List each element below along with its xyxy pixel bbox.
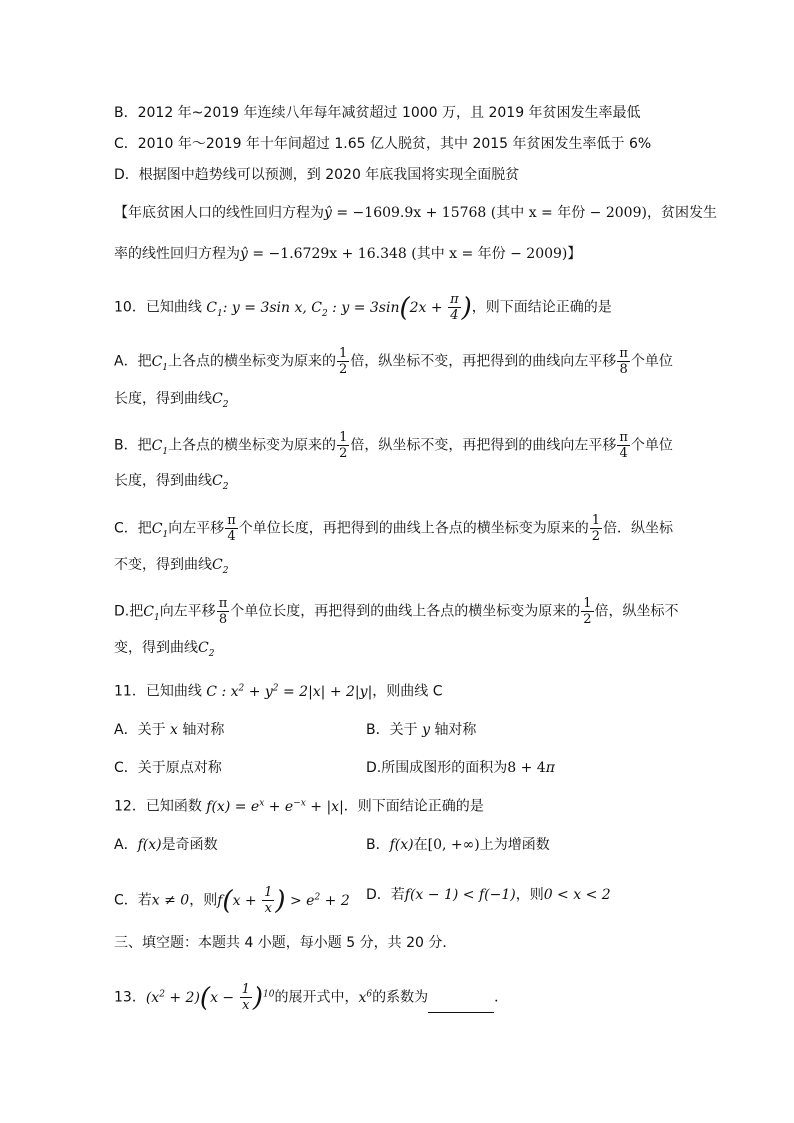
q12-option-b: B．f(x)在[0, +∞)上为增函数 (366, 837, 550, 853)
q13-number: 13． (114, 989, 146, 1006)
c2: $C_2$ (212, 557, 229, 576)
frac-pi-8: $\frac{\pi}{8}$ (218, 596, 228, 627)
opt-text: 是奇函数 (161, 837, 218, 853)
q11-option-b: B．关于 y 轴对称 (366, 722, 477, 738)
q10-option-b-cont (114, 471, 228, 497)
opt-label: A．把 (114, 353, 152, 370)
q12-stem-tail: ．则下面结论正确的是 (343, 798, 484, 815)
opt-text: A．关于 (114, 722, 166, 738)
c2: $C_2$ (212, 391, 229, 410)
q9-note2-text: 率的线性回归方程为 (114, 246, 240, 262)
q13-stem: 13．$(x^2 + 2)(x$ − $\frac{1}{x}$ )$^{10}$的展开式中，$x^6$的系数为 ． (114, 982, 509, 1013)
opt-text: B．关于 (366, 722, 418, 738)
q9-option-c: C．2010 年～2019 年十年间超过 1.65 亿人脱贫，其中 2015 年贫困发生率低于 6% (114, 136, 652, 152)
opt-label: C．若 (114, 892, 152, 909)
q10-stem (114, 292, 612, 323)
q12-option-a: A．f(x)是奇函数 (114, 837, 218, 853)
opt-label: D.把 (114, 603, 144, 620)
opt-text: 倍，纵坐标不变，再把得到的曲线向左平移 (350, 437, 617, 454)
q10-option-c (114, 513, 673, 544)
q10-stem-text: 10．已知曲线 (114, 299, 202, 316)
c1: $C_1$ (151, 437, 169, 457)
q13-expression: $(x^2 + 2)(x$ − $\frac{1}{x}$ )$^{10}$ (145, 982, 275, 1013)
opt-text: 个单位 (630, 437, 673, 454)
q11-option-a: A．关于 x 轴对称 (114, 722, 225, 738)
opt-text: 轴对称 (182, 722, 225, 738)
q10-option-b (114, 430, 673, 461)
c1: $C_1$ (143, 603, 160, 623)
q9-option-d: D．根据图中趋势线可以预测，到 2020 年底我国将实现全面脱贫 (114, 167, 520, 183)
opt-text: 个单位 (630, 353, 673, 370)
frac-1-2: $\frac{1}{2}$ (591, 513, 601, 544)
opt-text: 上各点的横坐标变为原来的 (168, 437, 337, 454)
opt-text: 长度，得到曲线 (114, 473, 212, 489)
opt-label: C．把 (114, 520, 152, 537)
q13-text: 的系数为 (372, 989, 429, 1006)
q11-stem (114, 678, 443, 702)
q9-note-line2 (114, 244, 581, 264)
c1: $C_1$ (151, 520, 169, 540)
c2: $C_2$ (198, 640, 215, 659)
opt-text: 上各点的横坐标变为原来的 (168, 353, 337, 370)
opt-text: 倍，纵坐标不变，再把得到的曲线向左平移 (350, 353, 617, 370)
q9-note2-equation: = −1.6729x + 16.348 (其中 x = 年份 − 2009)】 (252, 246, 582, 262)
q9-note1-equation: = −1609.9x + 15768 (其中 x = 年份 − 2009)，贫困发生 (336, 205, 717, 221)
q11-stem-text: 11．已知曲线 (114, 683, 202, 700)
q9-note1-text: 【年底贫困人口的线性回归方程为 (114, 205, 324, 221)
q12-stem-text: 12．已知函数 (114, 798, 202, 815)
q11-option-c: C．关于原点对称 (114, 760, 222, 776)
q12-option-c: C．若x ≠ 0，则f(x + $\frac{1}{x}$ ) > $e^2 + 2$ (114, 885, 350, 916)
answer-blank[interactable] (428, 998, 494, 1013)
section-heading: 三、填空题：本题共 4 小题，每小题 5 分，共 20 分． (114, 935, 457, 951)
c2: $C_2$ (212, 473, 229, 492)
q12-option-d: D．若f(x − 1) < f(−1)，则0 < x < 2 (366, 887, 611, 903)
opt-label: B．把 (114, 437, 152, 454)
opt-text: ，则 (515, 887, 544, 903)
opt-text: 长度，得到曲线 (114, 391, 212, 407)
opt-text: 个单位长度，再把得到的曲线上各点的横坐标变为原来的 (238, 520, 589, 537)
frac-pi-4: $\frac{\pi}{4}$ (227, 513, 236, 544)
q11-stem-tail: ，则曲线 C (372, 683, 443, 700)
y-hat-symbol: ŷ (240, 246, 248, 262)
opt-text: 向左平移 (159, 603, 216, 620)
q9-note-line1 (114, 203, 717, 223)
q10-option-a-cont (114, 389, 228, 415)
q10-option-c-cont (114, 555, 228, 581)
c1: $C_1$ (151, 353, 169, 373)
opt-text: 倍．纵坐标 (603, 520, 674, 537)
opt-text: 变，得到曲线 (114, 640, 198, 656)
q10-stem-tail: ，则下面结论正确的是 (471, 299, 612, 316)
opt-text: 个单位长度，再把得到的曲线上各点的横坐标变为原来的 (230, 603, 581, 620)
opt-text: 轴对称 (434, 722, 477, 738)
q10-option-d-cont (114, 638, 214, 664)
frac-pi-4: $\frac{\pi}{4}$ (619, 430, 628, 461)
q12-stem (114, 793, 484, 817)
opt-text: ，则 (189, 892, 218, 909)
opt-text: D.所围成图形的面积为 (366, 760, 508, 776)
frac-pi-8: $\frac{\pi}{8}$ (619, 346, 628, 377)
q13-text: 的展开式中， (274, 989, 359, 1006)
opt-text: 倍，纵坐标不 (594, 603, 679, 620)
opt-label: D．若 (366, 887, 405, 903)
opt-label: A． (114, 837, 138, 853)
q10-option-a (114, 346, 673, 377)
frac-1-2: $\frac{1}{2}$ (583, 596, 592, 627)
q10-option-d (114, 596, 679, 627)
opt-text: 不变，得到曲线 (114, 557, 212, 573)
q10-curves: $C_1$: y = 3sin x, $C_2$ : y = 3sin(2x + $\frac{\pi}{4}$ ) (206, 292, 472, 323)
q12-function: $f(x) = e^x + e^{-x} + |x|$ (206, 798, 344, 815)
opt-text: 在 (413, 837, 428, 853)
frac-1-2: $\frac{1}{2}$ (339, 430, 348, 461)
q9-option-b: B．2012 年~2019 年连续八年每年减贫超过 1000 万，且 2019 年贫困发生率最低 (114, 105, 641, 121)
opt-text: 向左平移 (168, 520, 225, 537)
q13-end: ． (494, 989, 509, 1006)
y-hat-symbol: ŷ (324, 205, 332, 221)
frac-1-2: $\frac{1}{2}$ (339, 346, 348, 377)
opt-label: B． (366, 837, 390, 853)
opt-text: 上为增函数 (479, 837, 550, 853)
q11-option-d: D.所围成图形的面积为8 + 4π (366, 760, 555, 776)
q11-equation: C : $x^2 + y^2 = 2|x| + 2|y|$ (206, 683, 373, 700)
